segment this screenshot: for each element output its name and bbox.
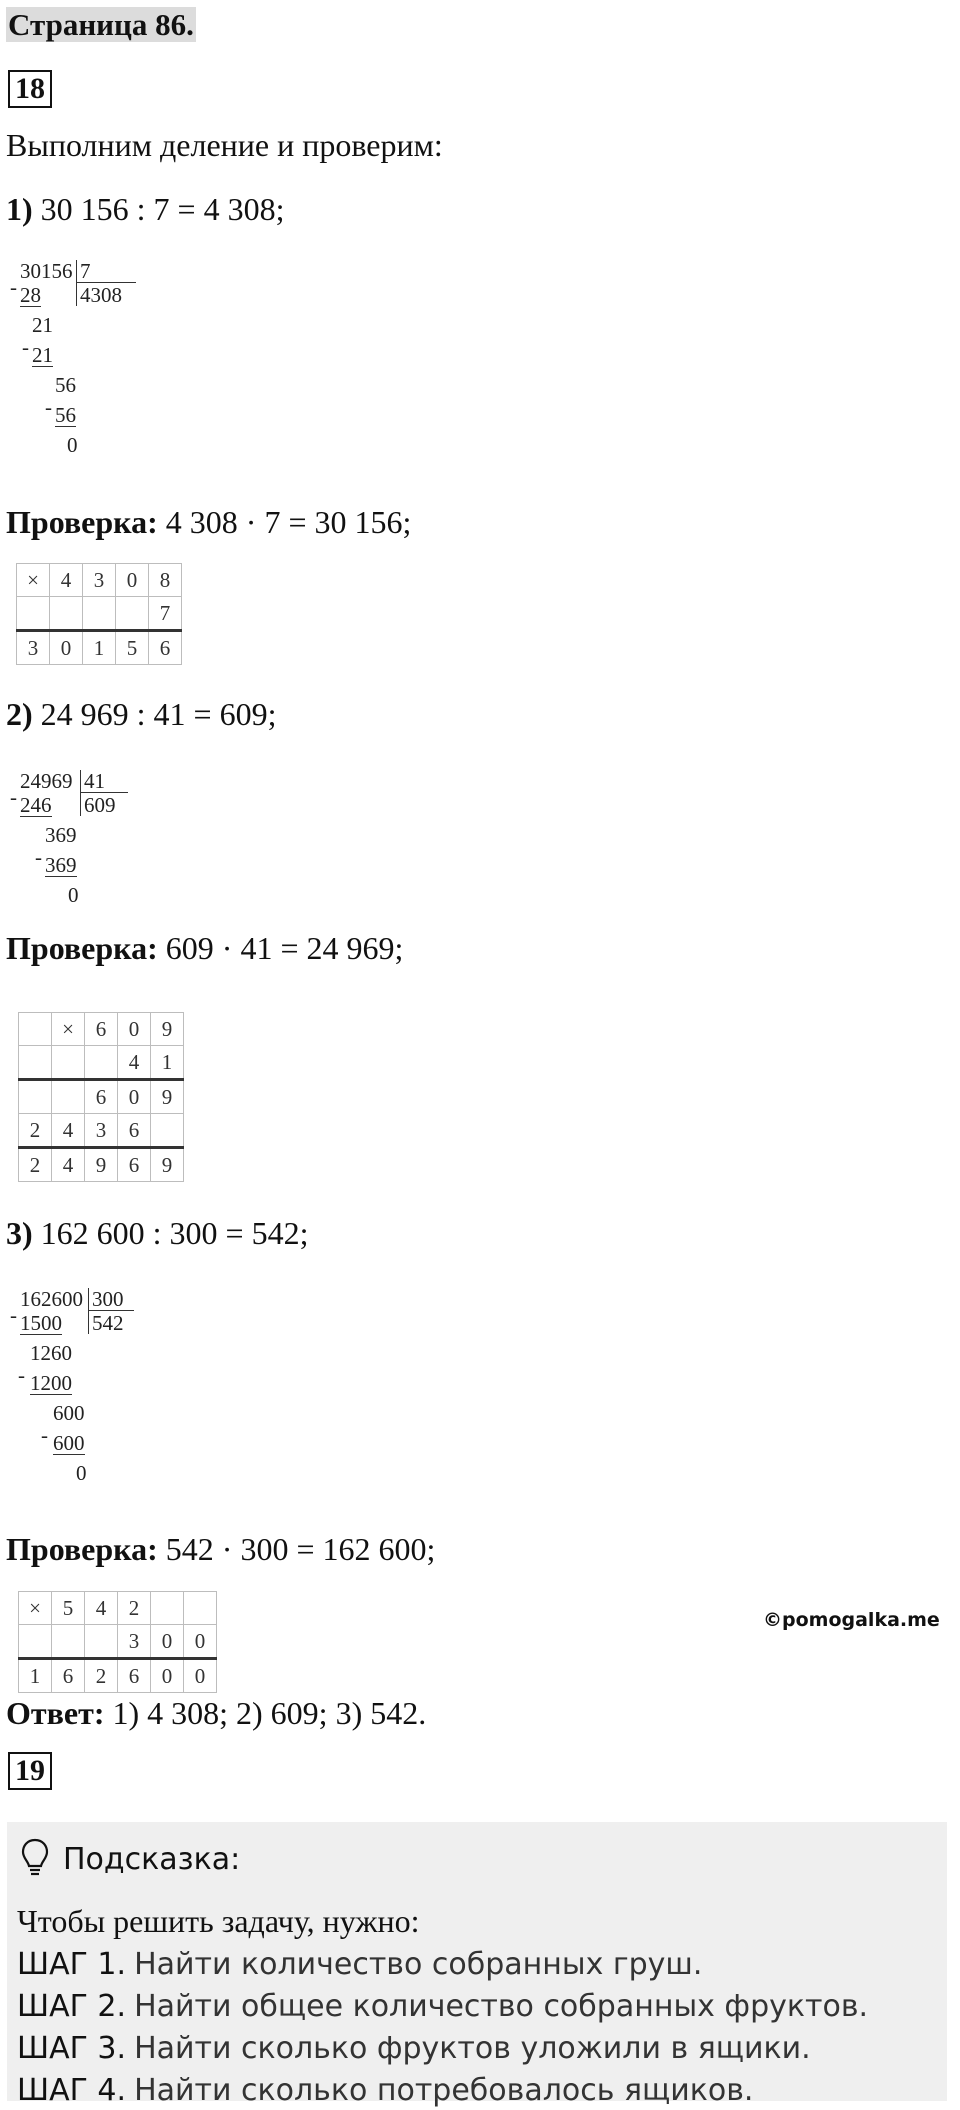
grid-cell: 0 [151,1625,184,1659]
grid-row [19,1114,184,1148]
check-1: Проверка: 4 308 · 7 = 30 156; [6,504,412,540]
check-3: Проверка: 542 · 300 = 162 600; [6,1531,436,1567]
grid-row [19,1046,184,1080]
grid-cell: 6 [85,1013,118,1046]
grid-cell: 6 [118,1659,151,1693]
hint-intro: Чтобы решить задачу, нужно: [17,1903,420,1939]
multiplication-grid-1 [16,563,182,665]
check-2: Проверка: 609 · 41 = 24 969; [6,930,404,966]
division-step: 1500 [20,1311,62,1335]
grid-cell [52,1625,85,1659]
task-intro: Выполним деление и проверим: [6,127,443,163]
quotient: 4308 [80,283,122,307]
grid-row [19,1659,217,1693]
grid-row [19,1148,184,1182]
grid-cell: 4 [52,1114,85,1148]
multiplication-grid-2 [18,1012,184,1182]
grid-cell [83,597,116,631]
grid-cell: 4 [85,1592,118,1625]
grid-cell: 0 [118,1080,151,1114]
equation-1: 1) 30 156 : 7 = 4 308; [6,191,285,227]
lightbulb-icon [21,1838,49,1880]
division-step: 369 [45,823,77,847]
quotient: 542 [92,1311,124,1335]
grid-cell: 3 [17,631,50,665]
grid-cell: 8 [149,564,182,597]
grid-row [17,631,182,665]
grid-cell: × [52,1013,85,1046]
hint-step-4: ШАГ 4. Найти сколько потребовалось ящиков. [17,2073,754,2108]
grid-cell: 9 [151,1080,184,1114]
grid-cell: × [17,564,50,597]
grid-cell: 0 [184,1659,217,1693]
grid-cell: 0 [151,1659,184,1693]
grid-cell [85,1625,118,1659]
long-division-2: 24969 41 609 - 246 369 - 369 0 [10,770,140,920]
grid-cell: 6 [85,1080,118,1114]
division-step: 600 [53,1431,85,1455]
division-remainder: 0 [67,433,78,457]
grid-cell: 0 [50,631,83,665]
grid-cell: 9 [151,1013,184,1046]
grid-cell: 4 [118,1046,151,1080]
divisor: 41 [84,769,105,793]
hint-step-3: ШАГ 3. Найти сколько фруктов уложили в ящики. [17,2031,811,2066]
grid-cell: 9 [151,1148,184,1182]
grid-cell: 2 [85,1659,118,1693]
hint-step-2: ШАГ 2. Найти общее количество собранных фруктов. [17,1989,869,2024]
equation-3: 3) 162 600 : 300 = 542; [6,1215,309,1251]
grid-cell: 1 [19,1659,52,1693]
division-step: 369 [45,853,77,877]
grid-row [19,1013,184,1046]
dividend: 30156 [20,259,73,283]
grid-cell: 2 [19,1114,52,1148]
dividend: 162600 [20,1287,83,1311]
grid-cell: 5 [52,1592,85,1625]
divisor: 300 [92,1287,124,1311]
long-division-1: 30156 7 4308 - 28 21 - 21 56 - 56 0 [10,260,140,470]
grid-cell [116,597,149,631]
grid-cell: 3 [85,1114,118,1148]
copyright: ©pomogalka.me [763,1609,940,1631]
grid-cell: 3 [118,1625,151,1659]
division-step: 246 [20,793,52,817]
grid-cell: 6 [149,631,182,665]
grid-cell [19,1080,52,1114]
grid-cell [184,1592,217,1625]
grid-cell [151,1592,184,1625]
grid-row [19,1080,184,1114]
division-step: 28 [20,283,41,307]
grid-cell: 2 [19,1148,52,1182]
grid-cell: 1 [151,1046,184,1080]
grid-cell: 7 [149,597,182,631]
long-division-3: 162600 300 542 - 1500 1260 - 1200 600 - 600 0 [10,1288,150,1498]
grid-cell: 6 [118,1114,151,1148]
grid-cell [50,597,83,631]
grid-cell: 3 [83,564,116,597]
task-number-18: 18 [8,70,52,108]
grid-cell: 0 [116,564,149,597]
grid-cell [151,1114,184,1148]
equation-2: 2) 24 969 : 41 = 609; [6,696,277,732]
grid-cell: 1 [83,631,116,665]
grid-cell: 6 [118,1148,151,1182]
division-step: 1260 [30,1341,72,1365]
grid-cell: 9 [85,1148,118,1182]
answer: Ответ: 1) 4 308; 2) 609; 3) 542. [6,1695,427,1731]
division-step: 56 [55,373,76,397]
grid-cell: 4 [52,1148,85,1182]
grid-cell: 0 [184,1625,217,1659]
grid-cell [17,597,50,631]
grid-cell: 2 [118,1592,151,1625]
hint-title: Подсказка: [63,1842,241,1877]
grid-cell: 6 [52,1659,85,1693]
hint-box [7,1822,947,2108]
division-step: 1200 [30,1371,72,1395]
grid-cell [85,1046,118,1080]
page-title: Страница 86. [8,7,194,42]
hint-step-1: ШАГ 1. Найти количество собранных груш. [17,1947,703,1982]
grid-cell [52,1080,85,1114]
grid-row [17,597,182,631]
task-number-19: 19 [8,1752,52,1790]
grid-cell: × [19,1592,52,1625]
grid-cell [19,1013,52,1046]
grid-row [19,1592,217,1625]
grid-cell: 5 [116,631,149,665]
dividend: 24969 [20,769,73,793]
grid-cell [19,1046,52,1080]
division-step: 600 [53,1401,85,1425]
division-step: 21 [32,313,53,337]
grid-cell: 4 [50,564,83,597]
grid-row [17,564,182,597]
grid-cell: 0 [118,1013,151,1046]
grid-cell [19,1625,52,1659]
grid-cell [52,1046,85,1080]
division-remainder: 0 [68,883,79,907]
divisor: 7 [80,259,91,283]
multiplication-grid-3 [18,1591,217,1693]
division-remainder: 0 [76,1461,87,1485]
division-step: 21 [32,343,53,367]
division-step: 56 [55,403,76,427]
quotient: 609 [84,793,116,817]
grid-row [19,1625,217,1659]
